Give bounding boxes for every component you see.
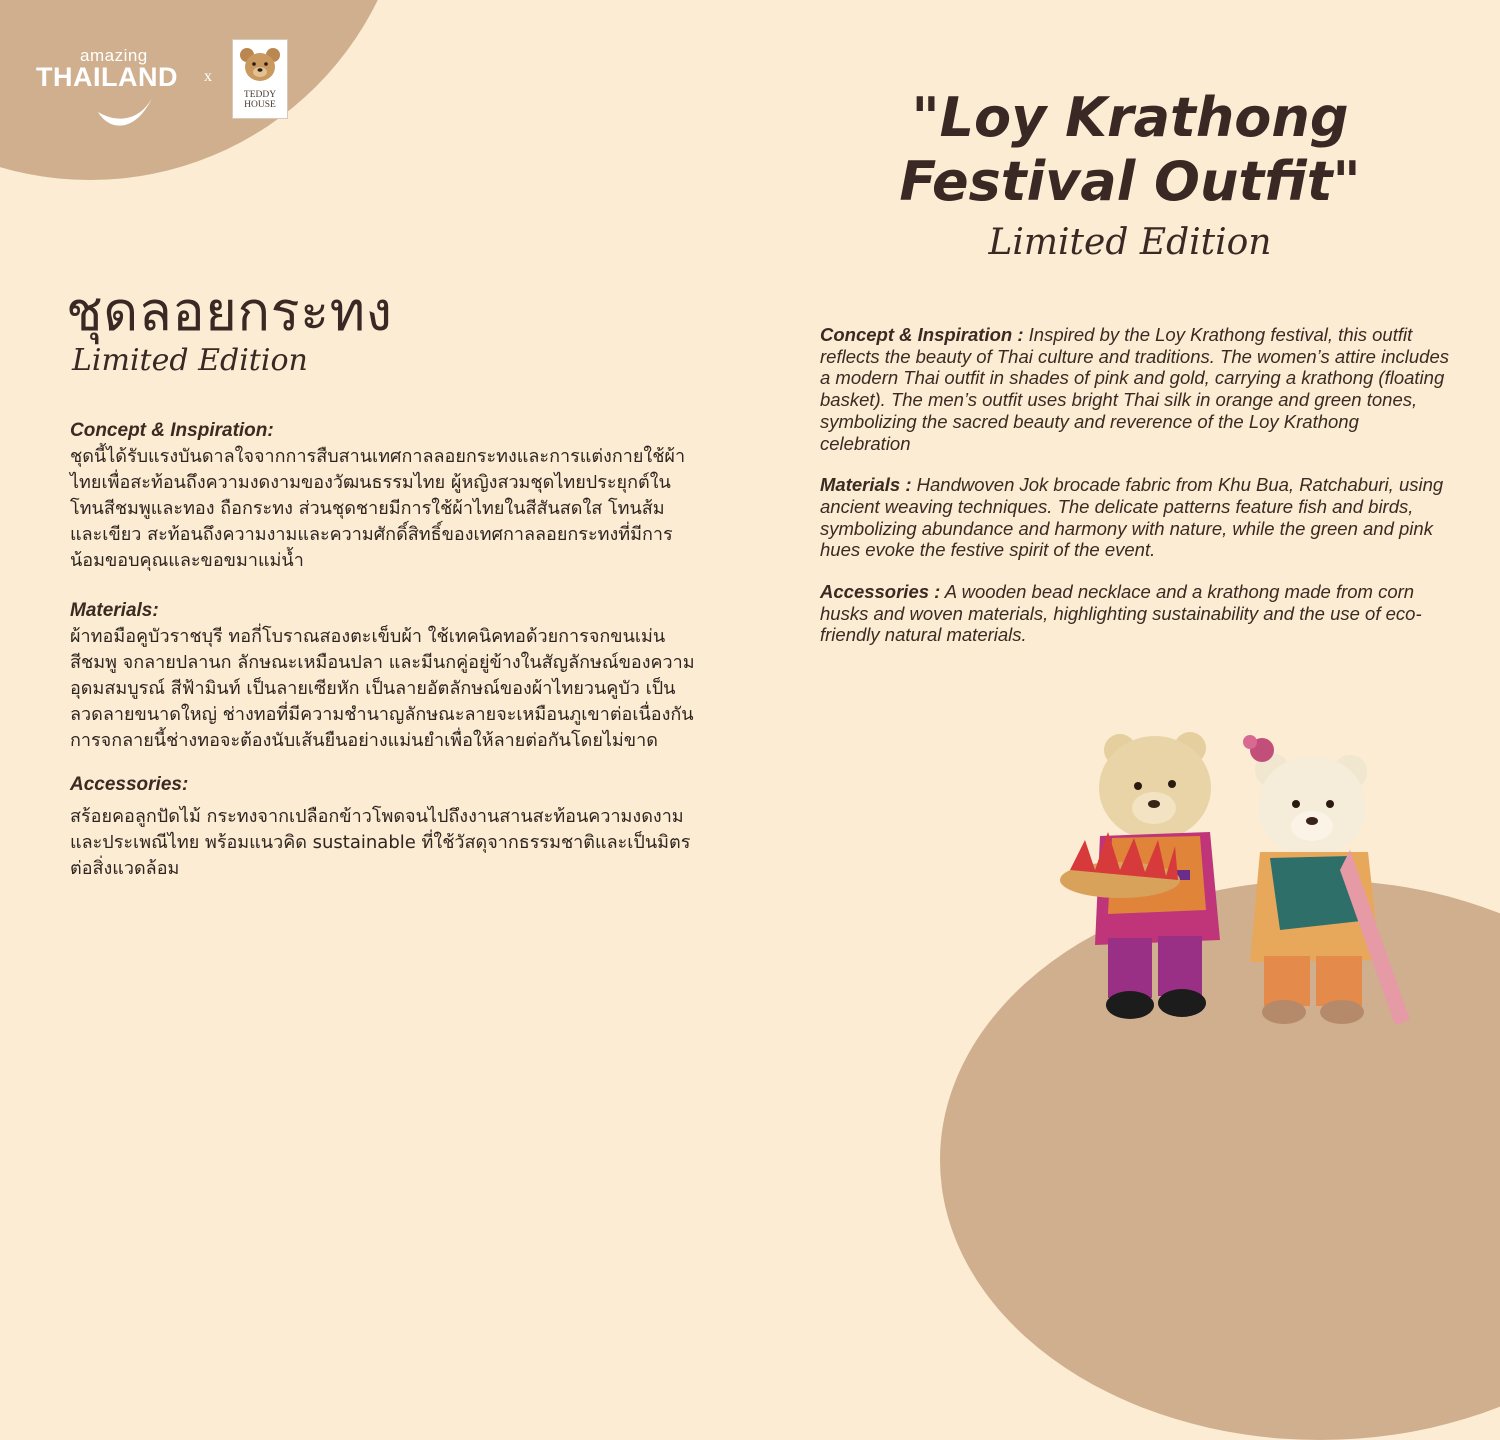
accessories-text-thai: สร้อยคอลูกปัดไม้ กระทงจากเปลือกข้าวโพดจนไปถึงงานสานสะท้อนความงดงามและประเพณีไทย พร้อมแนวคิด sustainable ที่ใช้วัสดุจากธรรมชาติและเป็นมิตรต่อสิ่งแวดล้อม — [70, 806, 691, 879]
concept-label: Concept & Inspiration : — [820, 324, 1024, 345]
english-title: "Loy Krathong Festival Outfit" — [899, 86, 1361, 213]
female-teddy-bear — [1243, 735, 1410, 1025]
accessories-heading-thai: Accessories: — [70, 774, 189, 795]
teddy-bear-icon — [233, 40, 287, 90]
accessories-text: A wooden bead necklace and a krathong made from corn husks and woven materials, highlighting sustainability and the use of eco-friendly natural materials. — [820, 581, 1422, 646]
male-teddy-bear — [1060, 732, 1220, 1019]
accessories-label: Accessories : — [820, 581, 941, 603]
amazing-thailand-tagline: amazing — [80, 46, 148, 65]
materials-label: Materials : — [820, 474, 912, 496]
english-description — [820, 324, 1450, 666]
thai-title: ชุดลอยกระทง — [66, 280, 393, 343]
concept-heading-thai: Concept & Inspiration: — [70, 420, 274, 441]
materials-heading-thai: Materials: — [70, 600, 159, 621]
concept-text: Inspired by the Loy Krathong festival, this outfit reflects the beauty of Thai culture and traditions. The women’s attire includes a modern Thai outfit in shades of pink and gold, carrying a krathong (floating basket). The men’s outfit uses bright Thai silk in orange and green tones, symbolizing the sacred beauty and reverence of the Loy Krathong celebration — [820, 324, 1449, 454]
teddy-bears-illustration — [1050, 720, 1440, 1050]
concept-text-thai: ชุดนี้ได้รับแรงบันดาลใจจากการสืบสานเทศกาลลอยกระทงและการแต่งกายใช้ผ้าไทยเพื่อสะท้อนถึงความงดงามของวัฒนธรรมไทย ผู้หญิงสวมชุดไทยประยุกต์ในโทนสีชมพูและทอง ถือกระทง ส่วนชุดชายมีการใช้ผ้าไทยในสีสันสดใส โทนส้มและเขียว สะท้อนถึงความงามและความศักดิ์สิทธิ์ของเทศกาลลอยกระทงที่มีการน้อมขอบคุณและขอขมาแม่น้ำ — [70, 446, 686, 571]
limited-edition-heading: Limited Edition — [988, 222, 1272, 263]
materials-text: Handwoven Jok brocade fabric from Khu Bua, Ratchaburi, using ancient weaving techniques. The delicate patterns feature fish and birds, symbolizing abundance and harmony with nature, while the green and pink hues evoke the festive spirit of the event. — [820, 474, 1444, 561]
amazing-thailand-logo: THAILAND — [36, 62, 178, 92]
concept-paragraph — [820, 324, 1450, 454]
teddy-house-logo — [232, 39, 288, 119]
accessories-paragraph — [820, 581, 1450, 646]
logo-swoosh-icon — [96, 92, 156, 134]
thai-description — [70, 420, 695, 882]
teddy-house-wordmark: TEDDY HOUSE — [243, 90, 277, 110]
materials-text-thai: ผ้าทอมือคูบัวราชบุรี ทอกี่โบราณสองตะเข็บผ้า ใช้เทคนิคทอด้วยการจกขนเม่น สีชมพู จกลายปลานก ลักษณะเหมือนปลา และมีนกคู่อยู่ข้างในสัญลักษณ์ของความอุดมสมบูรณ์ สีฟ้ามินท์ เป็นลายเซียหัก เป็นลายอัตลักษณ์ของผ้าไทยวนคูบัว เป็นลวดลายขนาดใหญ่ ช่างทอที่มีความชำนาญลักษณะลายจะเหมือนภูเขาต่อเนื่องกัน การจกลายนี้ช่างทอจะต้องนับเส้นยืนอย่างแม่นยำเพื่อให้ลายต่อกันโดยไม่ขาด — [70, 626, 695, 751]
limited-edition-subtitle: Limited Edition — [72, 343, 308, 378]
materials-paragraph — [820, 474, 1450, 561]
brand-header — [36, 38, 306, 138]
collab-separator: x — [204, 68, 212, 85]
